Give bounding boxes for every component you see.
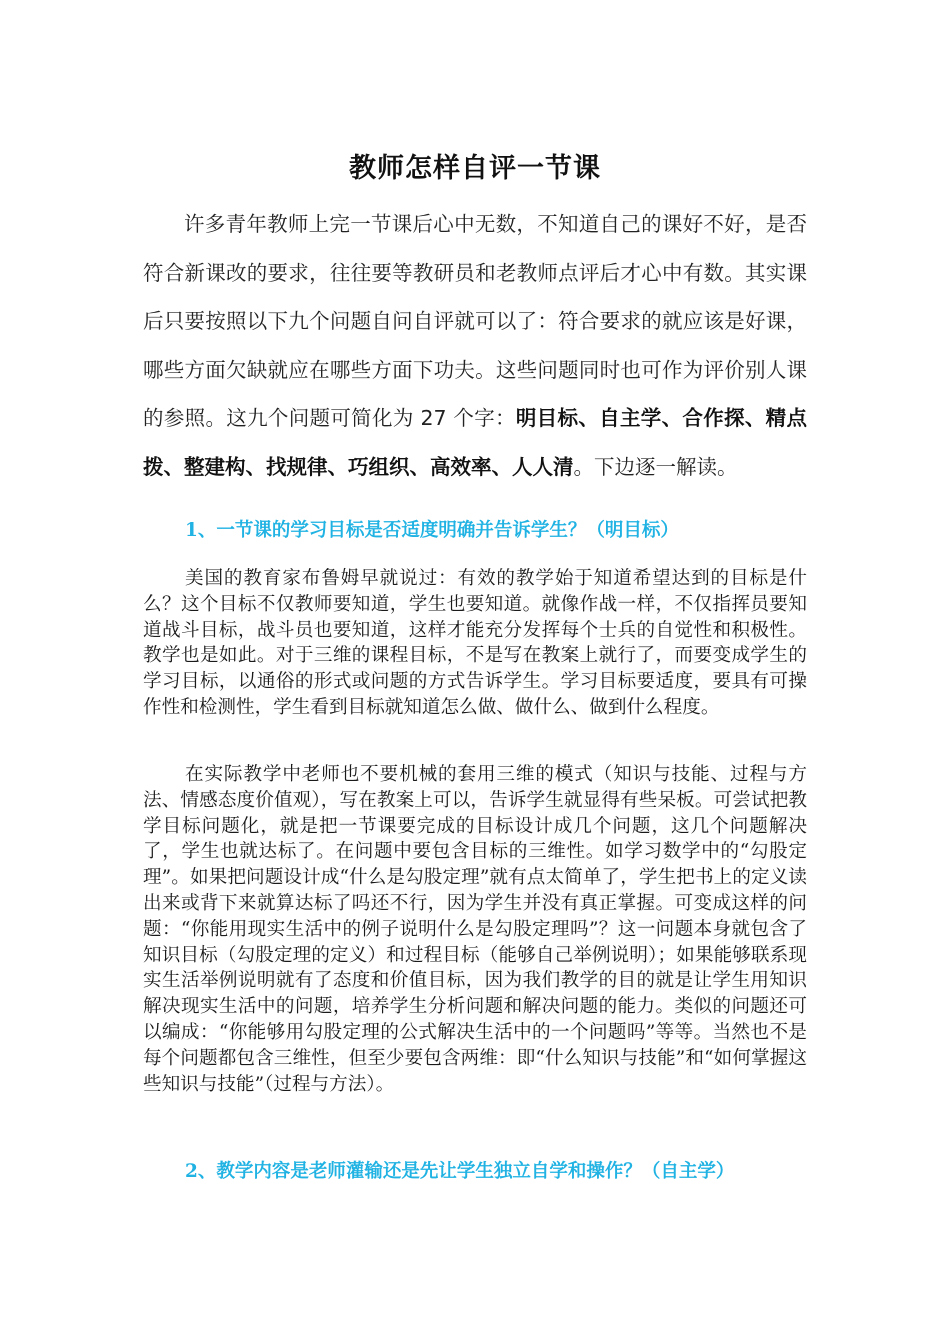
section-1-paragraph-1: 美国的教育家布鲁姆早就说过：有效的教学始于知道希望达到的目标是什么？这个目标不仅教师要知道，学生也要知道。就像作战一样，不仅指挥员要知道战斗目标，战斗员也要知道，这样才能充分发挥每个士兵的自觉性和积极性。教学也是如此。对于三维的课程目标，不是写在教案上就行了，而要变成学生的学习目标，以通俗的形式或问题的方式告诉学生。学习目标要适度，要具有可操作性和检测性，学生看到目标就知道怎么做、做什么、做到什么程度。: [143, 568, 807, 718]
intro-paragraph: [143, 200, 807, 491]
intro-text-end: 。下边逐一解读。: [573, 454, 738, 479]
intro-keywords: 明目标、自主学、合作探、精点拨、整建构、找规律、巧组织、高效率、人人清: [143, 406, 807, 479]
section-1-paragraph-2: 在实际教学中老师也不要机械的套用三维的模式（知识与技能、过程与方法、情感态度价值观），写在教案上可以，告诉学生就显得有些呆板。可尝试把教学目标问题化，就是把一节课要完成的目标设计成几个问题，这几个问题解决了，学生也就达标了。在问题中要包含目标的三维性。如学习数学中的“勾股定理”。如果把问题设计成“什么是勾股定理”就有点太简单了，学生把书上的定义读出来或背下来就算达标了吗还不行，因为学生并没有真正掌握。可变成这样的问题：“你能用现实生活中的例子说明什么是勾股定理吗”？这一问题本身就包含了知识目标（勾股定理的定义）和过程目标（能够自己举例说明）；如果能够联系现实生活举例说明就有了态度和价值目标，因为我们教学的目的就是让学生用知识解决现实生活中的问题，培养学生分析问题和解决问题的能力。类似的问题还可以编成：“你能够用勾股定理的公式解决生活中的一个问题吗”等等。当然也不是每个问题都包含三维性，但至少要包含两维：即“什么知识与技能”和“如何掌握这些知识与技能”（过程与方法）。: [143, 764, 807, 1095]
page-title: 教师怎样自评一节课: [349, 153, 601, 185]
section-heading-2: 2、教学内容是老师灌输还是先让学生独立自学和操作？（自主学）: [185, 1161, 735, 1182]
intro-text: 许多青年教师上完一节课后心中无数，不知道自己的课好不好，是否符合新课改的要求，往往要等教研员和老教师点评后才心中有数。其实课后只要按照以下九个问题自问自评就可以了：符合要求的就应该是好课，哪些方面欠缺就应在哪些方面下功夫。这些问题同时也可作为评价别人课的参照。这九个问题可简化为 27 个字：: [143, 212, 807, 430]
section-heading-1: 1、一节课的学习目标是否适度明确并告诉学生？（明目标）: [185, 520, 679, 541]
